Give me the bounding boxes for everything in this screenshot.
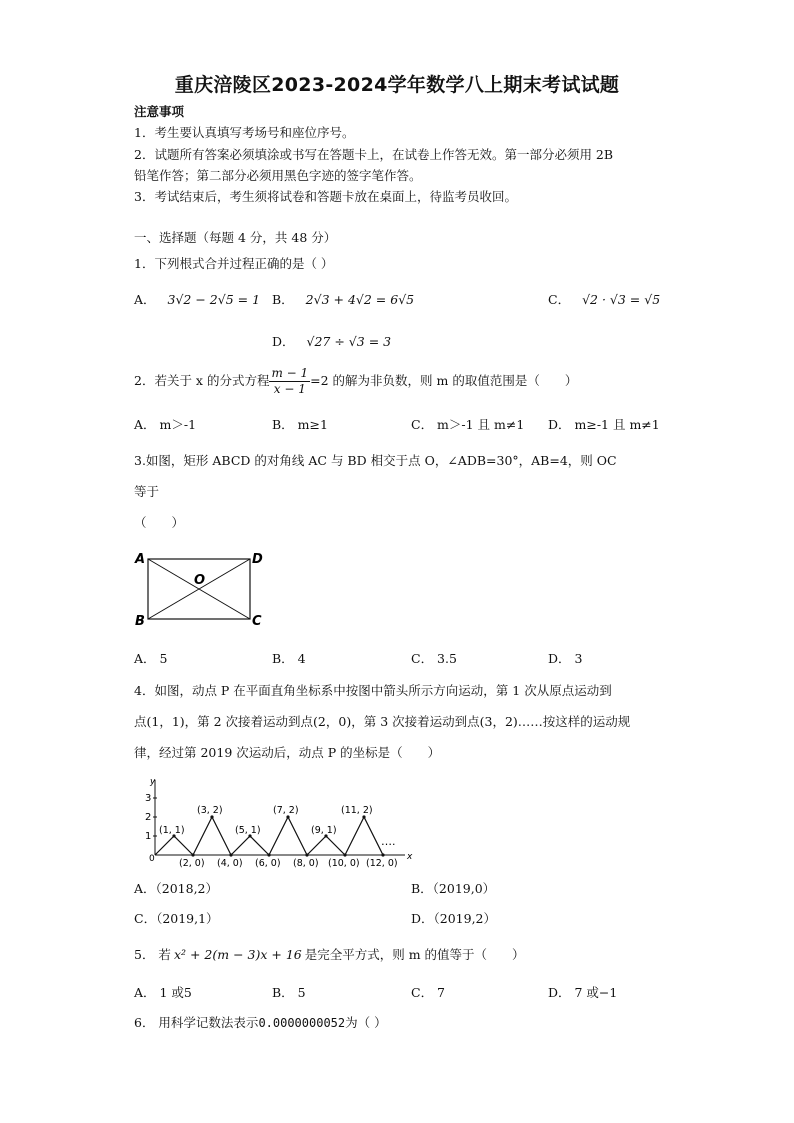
q2-stem [134,366,577,397]
q1-option-a [134,291,260,309]
q5-option-a: A． 1 或5 [134,985,192,1000]
q4-option-b: B．（2019,0） [411,881,496,896]
vertex-label-a: A [135,552,146,567]
q2-fraction [269,366,310,397]
x-axis-label: x [407,852,413,862]
q6-stem [134,1014,387,1032]
zero-label: (8, 0) [293,858,319,869]
peak-label: (1, 1) [159,825,185,836]
q4-option-c: C．（2019,1） [134,911,219,926]
q3-option-b: B． 4 [272,651,306,666]
peak-label: (11, 2) [341,805,373,816]
page-title: 重庆涪陵区2023-2024学年数学八上期末考试试题 [174,74,620,96]
q1-c-expression: √2 · √3 = √5 [582,292,661,307]
peak-label: (9, 1) [311,825,337,836]
notice-item-1: 1．考生要认真填写考场号和座位序号。 [134,125,355,140]
q5-option-d: D． 7 或−1 [548,985,618,1000]
zero-label: (2, 0) [179,858,205,869]
q2-option-c: C． m＞-1 且 m≠1 [411,417,525,432]
fraction-denominator: x − 1 [273,382,306,396]
continuation-ellipsis: …. [381,835,396,848]
y-tick-3: 3 [145,793,152,804]
point [267,853,270,856]
q1-d-expression: √27 ÷ √3 = 3 [306,334,392,349]
peak-label: (5, 1) [235,825,261,836]
q2-stem-post: =2 的解为非负数，则 m 的取值范围是（ ） [310,373,578,388]
q1-stem: 1．下列根式合并过程正确的是（ ） [134,256,334,271]
q1-a-expression: 3√2 − 2√5 = 1 [167,292,261,307]
q2-stem-pre: 2．若关于 x 的分式方程 [134,373,270,388]
q4-stem-line2: 点(1，1)，第 2 次接着运动到点(2，0)，第 3 次接着运动到点(3，2)……按这样的运动规 [134,714,631,729]
q2-option-a: A． m＞-1 [134,417,197,432]
q3-paren: （ ） [134,515,185,530]
q2-option-b: B． m≥1 [272,417,328,432]
q3-stem-line1: 3.如图，矩形 ABCD 的对角线 AC 与 BD 相交于点 O，∠ADB=30°，AB=4，则 OC [134,453,617,468]
zero-label: (12, 0) [366,858,398,869]
section-heading: 一、选择题（每题 4 分，共 48 分） [134,230,337,245]
q5-option-b: B． 5 [272,985,306,1000]
point [343,853,346,856]
q5-stem [134,946,525,964]
zigzag-path [155,817,383,855]
rectangle-figure [130,545,270,630]
q4-option-d: D．（2019,2） [411,911,497,926]
fraction-numerator: m − 1 [271,366,309,380]
zero-label: (6, 0) [255,858,281,869]
vertex-label-d: D [252,552,263,567]
origin-label: 0 [149,854,155,864]
notice-item-3: 3．考试结束后，考生须将试卷和答题卡放在桌面上，待监考员收回。 [134,189,517,204]
q4-stem-line3: 律，经过第 2019 次运动后，动点 P 的坐标是（ ） [134,745,441,760]
q2-option-d: D． m≥-1 且 m≠1 [548,417,660,432]
notice-heading: 注意事项 [134,104,185,119]
option-label: C． [548,292,571,307]
q5-stem-post: 是完全平方式，则 m 的值等于（ ） [304,947,525,962]
y-tick-1: 1 [145,831,152,842]
q5-stem-pre: 5． 若 [134,947,171,962]
notice-item-2: 2．试题所有答案必须填涂或书写在答题卡上，在试卷上作答无效。第一部分必须用 2B [134,147,614,162]
q1-option-d [272,333,391,351]
option-label: A． [134,292,156,307]
point [305,853,308,856]
point [191,853,194,856]
q6-stem-post: 为（ ） [345,1015,387,1030]
q1-b-expression: 2√3 + 4√2 = 6√5 [305,292,415,307]
q4-stem-line1: 4．如图，动点 P 在平面直角坐标系中按图中箭头所示方向运动，第 1 次从原点运动到 [134,683,612,698]
q1-option-c [548,291,660,309]
q3-option-a: A． 5 [134,651,168,666]
y-tick-2: 2 [145,812,152,823]
notice-item-2-cont: 铅笔作答；第二部分必须用黑色字迹的签字笔作答。 [134,168,422,183]
zero-label: (4, 0) [217,858,243,869]
peak-label: (3, 2) [197,805,223,816]
option-label: D． [272,334,295,349]
q6-number: 0.0000000052 [258,1016,346,1030]
point [229,853,232,856]
option-label: B． [272,292,294,307]
peak-label: (7, 2) [273,805,299,816]
zero-label: (10, 0) [328,858,360,869]
q3-stem-line2: 等于 [134,484,160,499]
q5-option-c: C． 7 [411,985,445,1000]
y-axis-label: y [150,777,156,787]
q3-option-c: C． 3.5 [411,651,457,666]
zigzag-graph [135,775,425,870]
point [381,853,384,856]
vertex-label-b: B [135,614,145,629]
q1-option-b [272,291,414,309]
q5-expression: x² + 2(m − 3)x + 16 [173,947,302,962]
q4-option-a: A．（2018,2） [134,881,219,896]
q3-option-d: D． 3 [548,651,583,666]
q6-stem-pre: 6． 用科学记数法表示 [134,1015,259,1030]
vertex-label-c: C [252,614,262,629]
center-label-o: O [194,573,206,588]
